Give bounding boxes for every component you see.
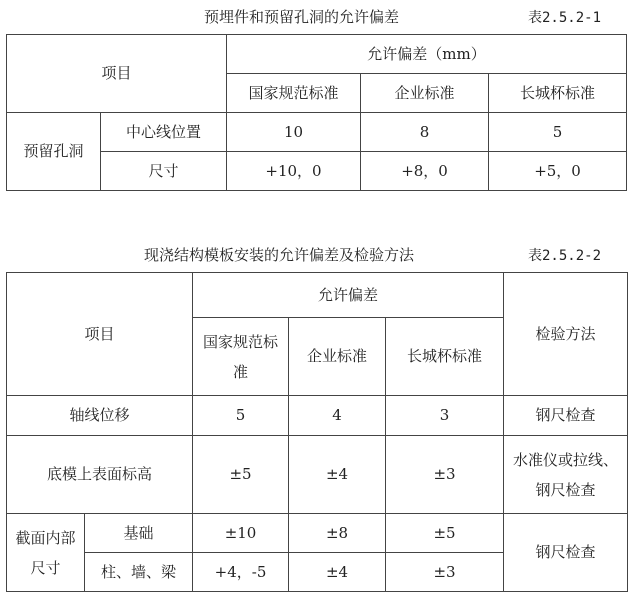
cell-method: 水准仪或拉线、钢尺检查 [504,436,628,514]
cell-national: 5 [193,396,289,436]
table2-header-enterprise: 企业标准 [289,318,386,396]
table1-header-tolerance: 允许偏差（mm） [227,35,627,74]
cell-national: +10，0 [227,152,361,191]
table-row [7,436,628,514]
cell-enterprise: ±4 [289,553,386,592]
cell-national: +4，-5 [193,553,289,592]
table1-number: 表2.5.2-1 [528,10,602,26]
row-name: 尺寸 [101,152,227,191]
tolerance-table-2 [6,272,628,592]
cell-greatwall: ±3 [386,553,504,592]
cell-method: 钢尺检查 [504,396,628,436]
cell-greatwall: 5 [489,113,627,152]
cell-enterprise: ±4 [289,436,386,514]
table1-caption: 预埋件和预留孔洞的允许偏差 [204,8,400,26]
table2-header-greatwall: 长城杯标准 [386,318,504,396]
table1-header-national: 国家规范标准 [227,74,361,113]
cell-greatwall: +5，0 [489,152,627,191]
cell-national: 10 [227,113,361,152]
cell-greatwall: ±3 [386,436,504,514]
tolerance-table-1 [6,34,627,191]
table2-header-item: 项目 [7,273,193,396]
table-row [7,113,627,152]
table2-number: 表2.5.2-2 [528,248,602,264]
table2-header-national: 国家规范标准 [193,318,289,396]
row-name: 基础 [85,514,193,553]
table-row [7,396,628,436]
section-method: 钢尺检查 [504,514,628,592]
cell-national: ±10 [193,514,289,553]
cell-enterprise: ±8 [289,514,386,553]
row-name: 底模上表面标高 [7,436,193,514]
row-name: 中心线位置 [101,113,227,152]
row-name: 轴线位移 [7,396,193,436]
table1-header-greatwall: 长城杯标准 [489,74,627,113]
table2-header-method: 检验方法 [504,273,628,396]
table2-header-tolerance: 允许偏差 [193,273,504,318]
cell-enterprise: 8 [361,113,489,152]
cell-greatwall: ±5 [386,514,504,553]
table2-caption: 现浇结构模板安装的允许偏差及检验方法 [144,246,415,264]
table1-header-enterprise: 企业标准 [361,74,489,113]
section-label: 截面内部尺寸 [7,514,85,592]
row-name: 柱、墙、梁 [85,553,193,592]
cell-national: ±5 [193,436,289,514]
cell-enterprise: 4 [289,396,386,436]
table-row [7,514,628,553]
cell-enterprise: +8，0 [361,152,489,191]
table1-group-label: 预留孔洞 [7,113,101,191]
table1-header-item: 项目 [7,35,227,113]
cell-greatwall: 3 [386,396,504,436]
